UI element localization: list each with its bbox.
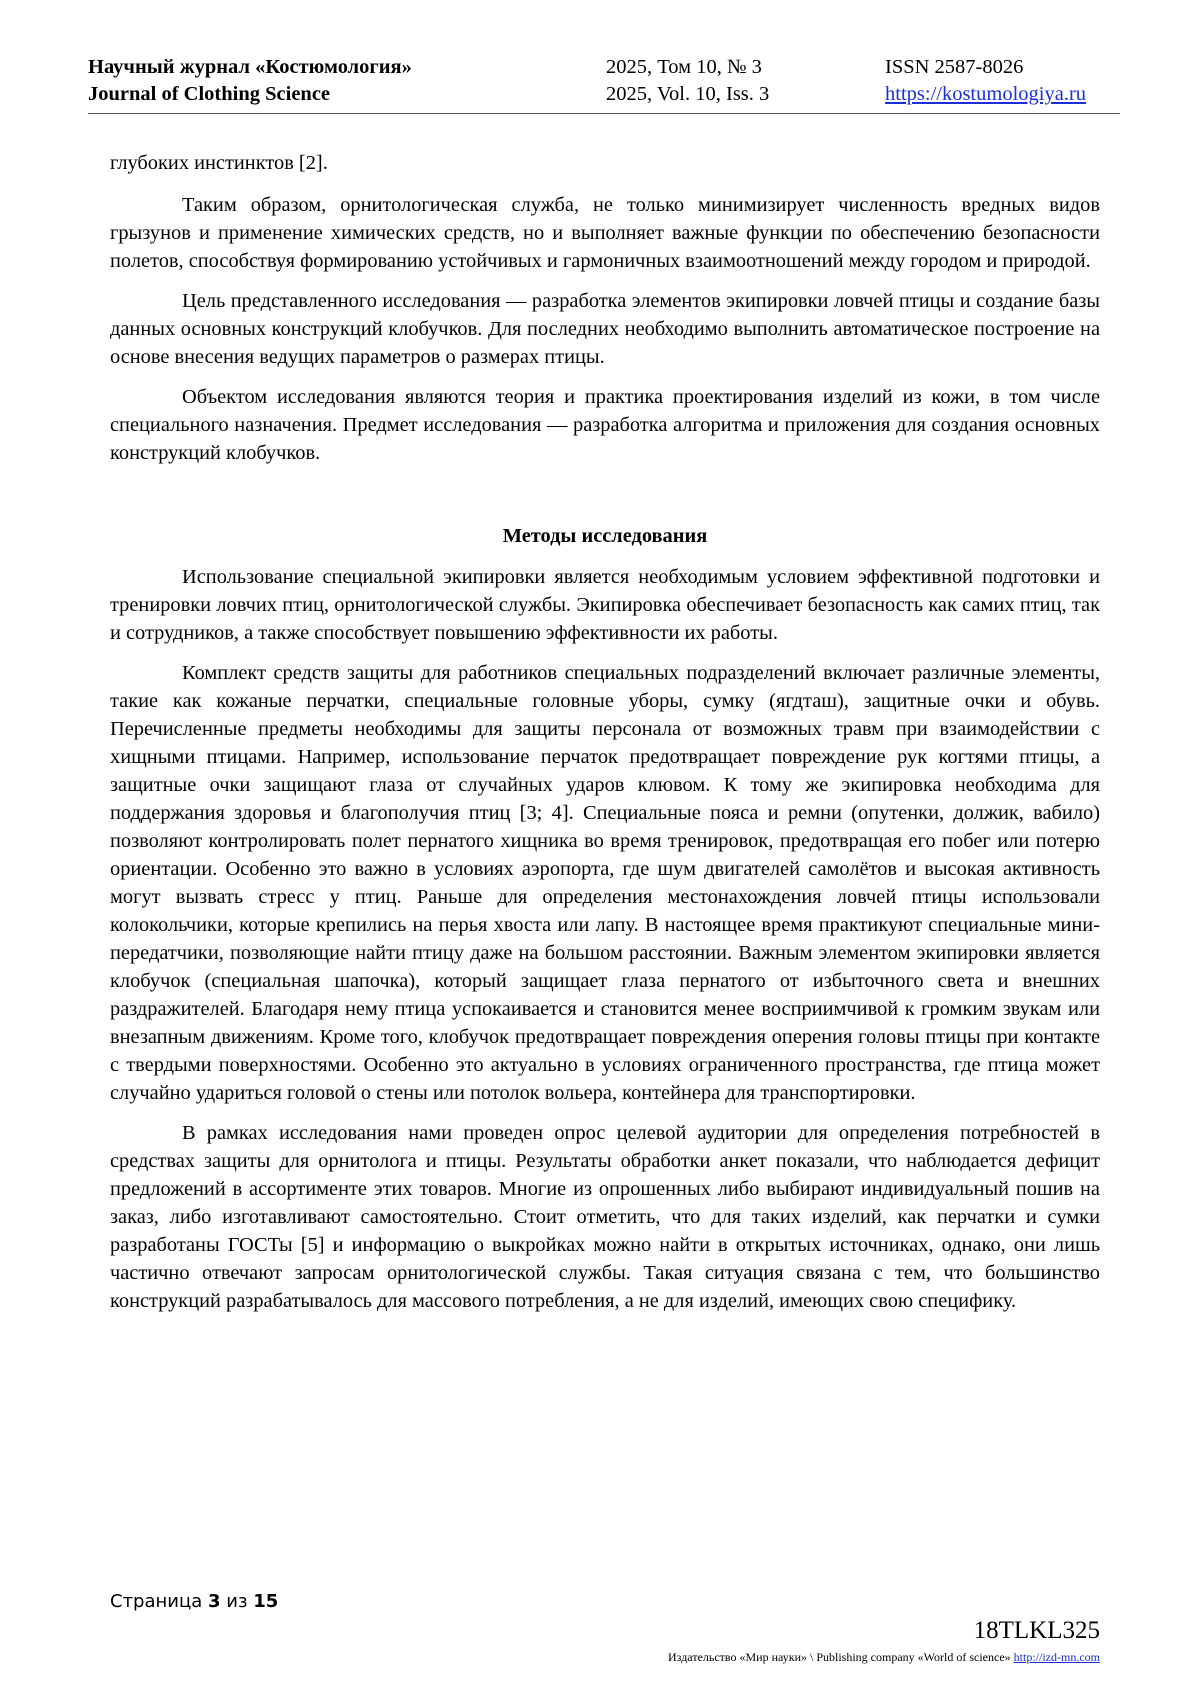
publisher-line: [668, 1650, 1100, 1665]
page-total: 15: [253, 1591, 279, 1612]
journal-title-ru: Научный журнал «Костюмология»: [88, 56, 412, 78]
body-paragraph: В рамках исследования нами проведен опрос целевой аудитории для определения потребностей в средствах защиты для орнитолога и птицы. Результаты обработки анкет показали, что наблюдается дефицит предложений в ассортименте этих товаров. Многие из опрошенных либо выбирают индивидуальный пошив на заказ, либо изготавливают самостоятельно. Стоит отметить, что для таких изделий, как перчатки и сумки разработаны ГОСТы [5] и информацию о выкройках можно найти в открытых источниках, однако, они лишь частично отвечают запросам орнитологической службы. Такая ситуация связана с тем, что большинство конструкций разрабатывалось для массового потребления, а не для изделий, имеющих свою специфику.: [110, 1122, 1100, 1312]
volume-en: 2025, Vol. 10, Iss. 3: [606, 83, 770, 105]
page-of: из: [226, 1591, 248, 1612]
body-paragraph: Использование специальной экипировки является необходимым условием эффективной подготовки и тренировки ловчих птиц, орнитологической службы. Экипировка обеспечивает безопасность как самих птиц, так и сотрудников, а также способствует повышению эффективности их работы.: [110, 566, 1100, 644]
issn-block: [885, 54, 1086, 108]
body-paragraph: Объектом исследования являются теория и практика проектирования изделий из кожи, в том числе специального назначения. Предмет исследования — разработка алгоритма и приложения для создания основных конструкций клобучков.: [110, 386, 1100, 464]
page-current: 3: [208, 1591, 221, 1612]
volume-block: [606, 54, 769, 108]
continuation-paragraph: глубоких инстинктов [2].: [110, 152, 328, 174]
page-label: Страница: [110, 1591, 203, 1612]
page-number: [110, 1591, 278, 1612]
section-heading: Методы исследования: [502, 525, 708, 547]
issn: ISSN 2587-8026: [885, 56, 1024, 78]
journal-title-block: [88, 54, 412, 108]
journal-header: [88, 54, 1120, 114]
body-paragraph: Таким образом, орнитологическая служба, не только минимизирует численность вредных видов грызунов и применение химических средств, но и выполняет важные функции по обеспечению безопасности полетов, способствуя формированию устойчивых и гармоничных взаимоотношений между городом и природой.: [110, 194, 1100, 272]
article-body: [110, 149, 1100, 1327]
header-divider: [88, 113, 1120, 114]
volume-ru: 2025, Том 10, № 3: [606, 56, 762, 78]
publisher-link[interactable]: http://izd-mn.com: [1013, 1650, 1100, 1664]
journal-title-en: Journal of Clothing Science: [88, 83, 331, 105]
article-id: 18TLKL325: [973, 1617, 1100, 1644]
body-paragraph: Комплект средств защиты для работников специальных подразделений включает различные элементы, такие как кожаные перчатки, специальные головные уборы, сумку (ягдташ), защитные очки и обувь. Перечисленные предметы необходимы для защиты персонала от возможных травм при взаимодействии с хищными птицами. Например, использование перчаток предотвращает повреждение рук когтями птицы, а защитные очки защищают глаза от случайных ударов клювом. К тому же экипировка необходима для поддержания здоровья и благополучия птиц [3; 4]. Специальные пояса и ремни (опутенки, должик, вабило) позволяют контролировать полет пернатого хищника во время тренировок, предотвращая его побег или потерю ориентации. Особенно это важно в условиях аэропорта, где шум двигателей самолётов и высокая активность могут вызвать стресс у птиц. Раньше для определения местонахождения ловчей птицы использовали колокольчики, которые крепились на перья хвоста или лапу. В настоящее время практикуют специальные мини-передатчики, позволяющие найти птицу даже на большом расстоянии. Важным элементом экипировки является клобучок (специальная шапочка), который защищает глаза пернатого от избыточного света и внешних раздражителей. Благодаря нему птица успокаивается и становится менее восприимчивой к громким звукам или внезапным движениям. Кроме того, клобучок предотвращает повреждения оперения головы птицы при контакте с твердыми поверхностями. Особенно это актуально в условиях ограниченного пространства, где птица может случайно удариться головой о стены или потолок вольера, контейнера для транспортировки.: [110, 662, 1100, 1104]
publisher-text: Издательство «Мир науки» \ Publishing company «World of science»: [668, 1650, 1011, 1664]
body-paragraph: Цель представленного исследования — разработка элементов экипировки ловчей птицы и создание базы данных основных конструкций клобучков. Для последних необходимо выполнить автоматическое построение на основе внесения ведущих параметров о размерах птицы.: [110, 290, 1100, 368]
journal-site-link[interactable]: https://kostumologiya.ru: [885, 83, 1087, 105]
